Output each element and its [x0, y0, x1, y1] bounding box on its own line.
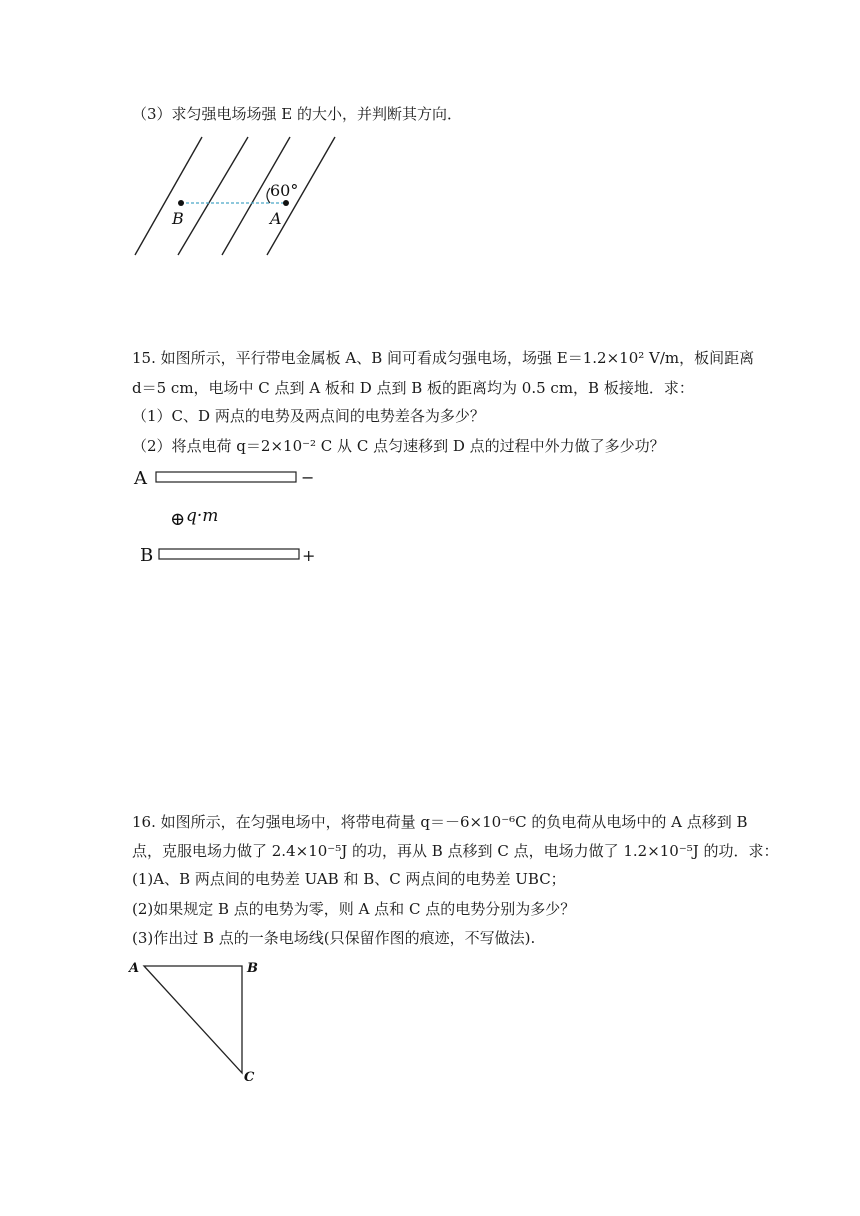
vertex-a-label: A: [129, 961, 140, 976]
angle-label: 60°: [270, 181, 299, 200]
parallel-plates-figure: [132, 465, 322, 570]
field-line: [135, 137, 202, 255]
plate-a-label: A: [134, 468, 147, 489]
q16-part2: (2)如果规定 B 点的电势为零，则 A 点和 C 点的电势分别为多少？: [132, 900, 576, 918]
triangle-figure: [128, 955, 268, 1085]
point-a-dot: [283, 200, 289, 206]
point-a-label: A: [270, 209, 282, 228]
vertex-c-label: C: [244, 1070, 255, 1085]
q16-part1: (1)A、B 两点间的电势差 UAB 和 B、C 两点间的电势差 UBC；: [132, 870, 566, 888]
q15-part1: （1）C、D 两点的电势及两点间的电势差各为多少？: [132, 407, 485, 425]
charge-label: q·m: [186, 506, 219, 526]
q15-line1: 15. 如图所示，平行带电金属板 A、B 间可看成匀强电场，场强 E＝1.2×10² V/m，板间距离: [132, 349, 755, 367]
q16-line2: 点，克服电场力做了 2.4×10⁻⁵J 的功，再从 B 点移到 C 点，电场力做了 1.2×10⁻⁵J 的功．求：: [132, 842, 779, 860]
vertex-b-label: B: [247, 961, 258, 976]
plate-a: [156, 472, 296, 482]
field-line: [178, 137, 248, 255]
plate-b: [159, 549, 299, 559]
charge-sign-icon: ⊕: [170, 509, 186, 530]
q15-line2: d＝5 cm，电场中 C 点到 A 板和 D 点到 B 板的距离均为 0.5 cm，B 板接地．求：: [132, 379, 694, 397]
point-b-label: B: [172, 209, 184, 228]
q14-part3: （3）求匀强电场场强 E 的大小，并判断其方向．: [132, 105, 463, 123]
minus-sign: −: [301, 468, 315, 487]
plus-sign: +: [302, 546, 316, 565]
q16-part3: (3)作出过 B 点的一条电场线(只保留作图的痕迹，不写做法).: [132, 929, 536, 947]
field-lines-figure: [130, 132, 345, 262]
q16-line1: 16. 如图所示，在匀强电场中，将带电荷量 q＝－6×10⁻⁶C 的负电荷从电场中的 A 点移到 B: [132, 813, 748, 831]
q15-part2: （2）将点电荷 q＝2×10⁻² C 从 C 点匀速移到 D 点的过程中外力做了多少功？: [132, 437, 665, 455]
triangle-abc: [144, 966, 242, 1073]
point-b-dot: [178, 200, 184, 206]
plate-b-label: B: [140, 545, 154, 566]
